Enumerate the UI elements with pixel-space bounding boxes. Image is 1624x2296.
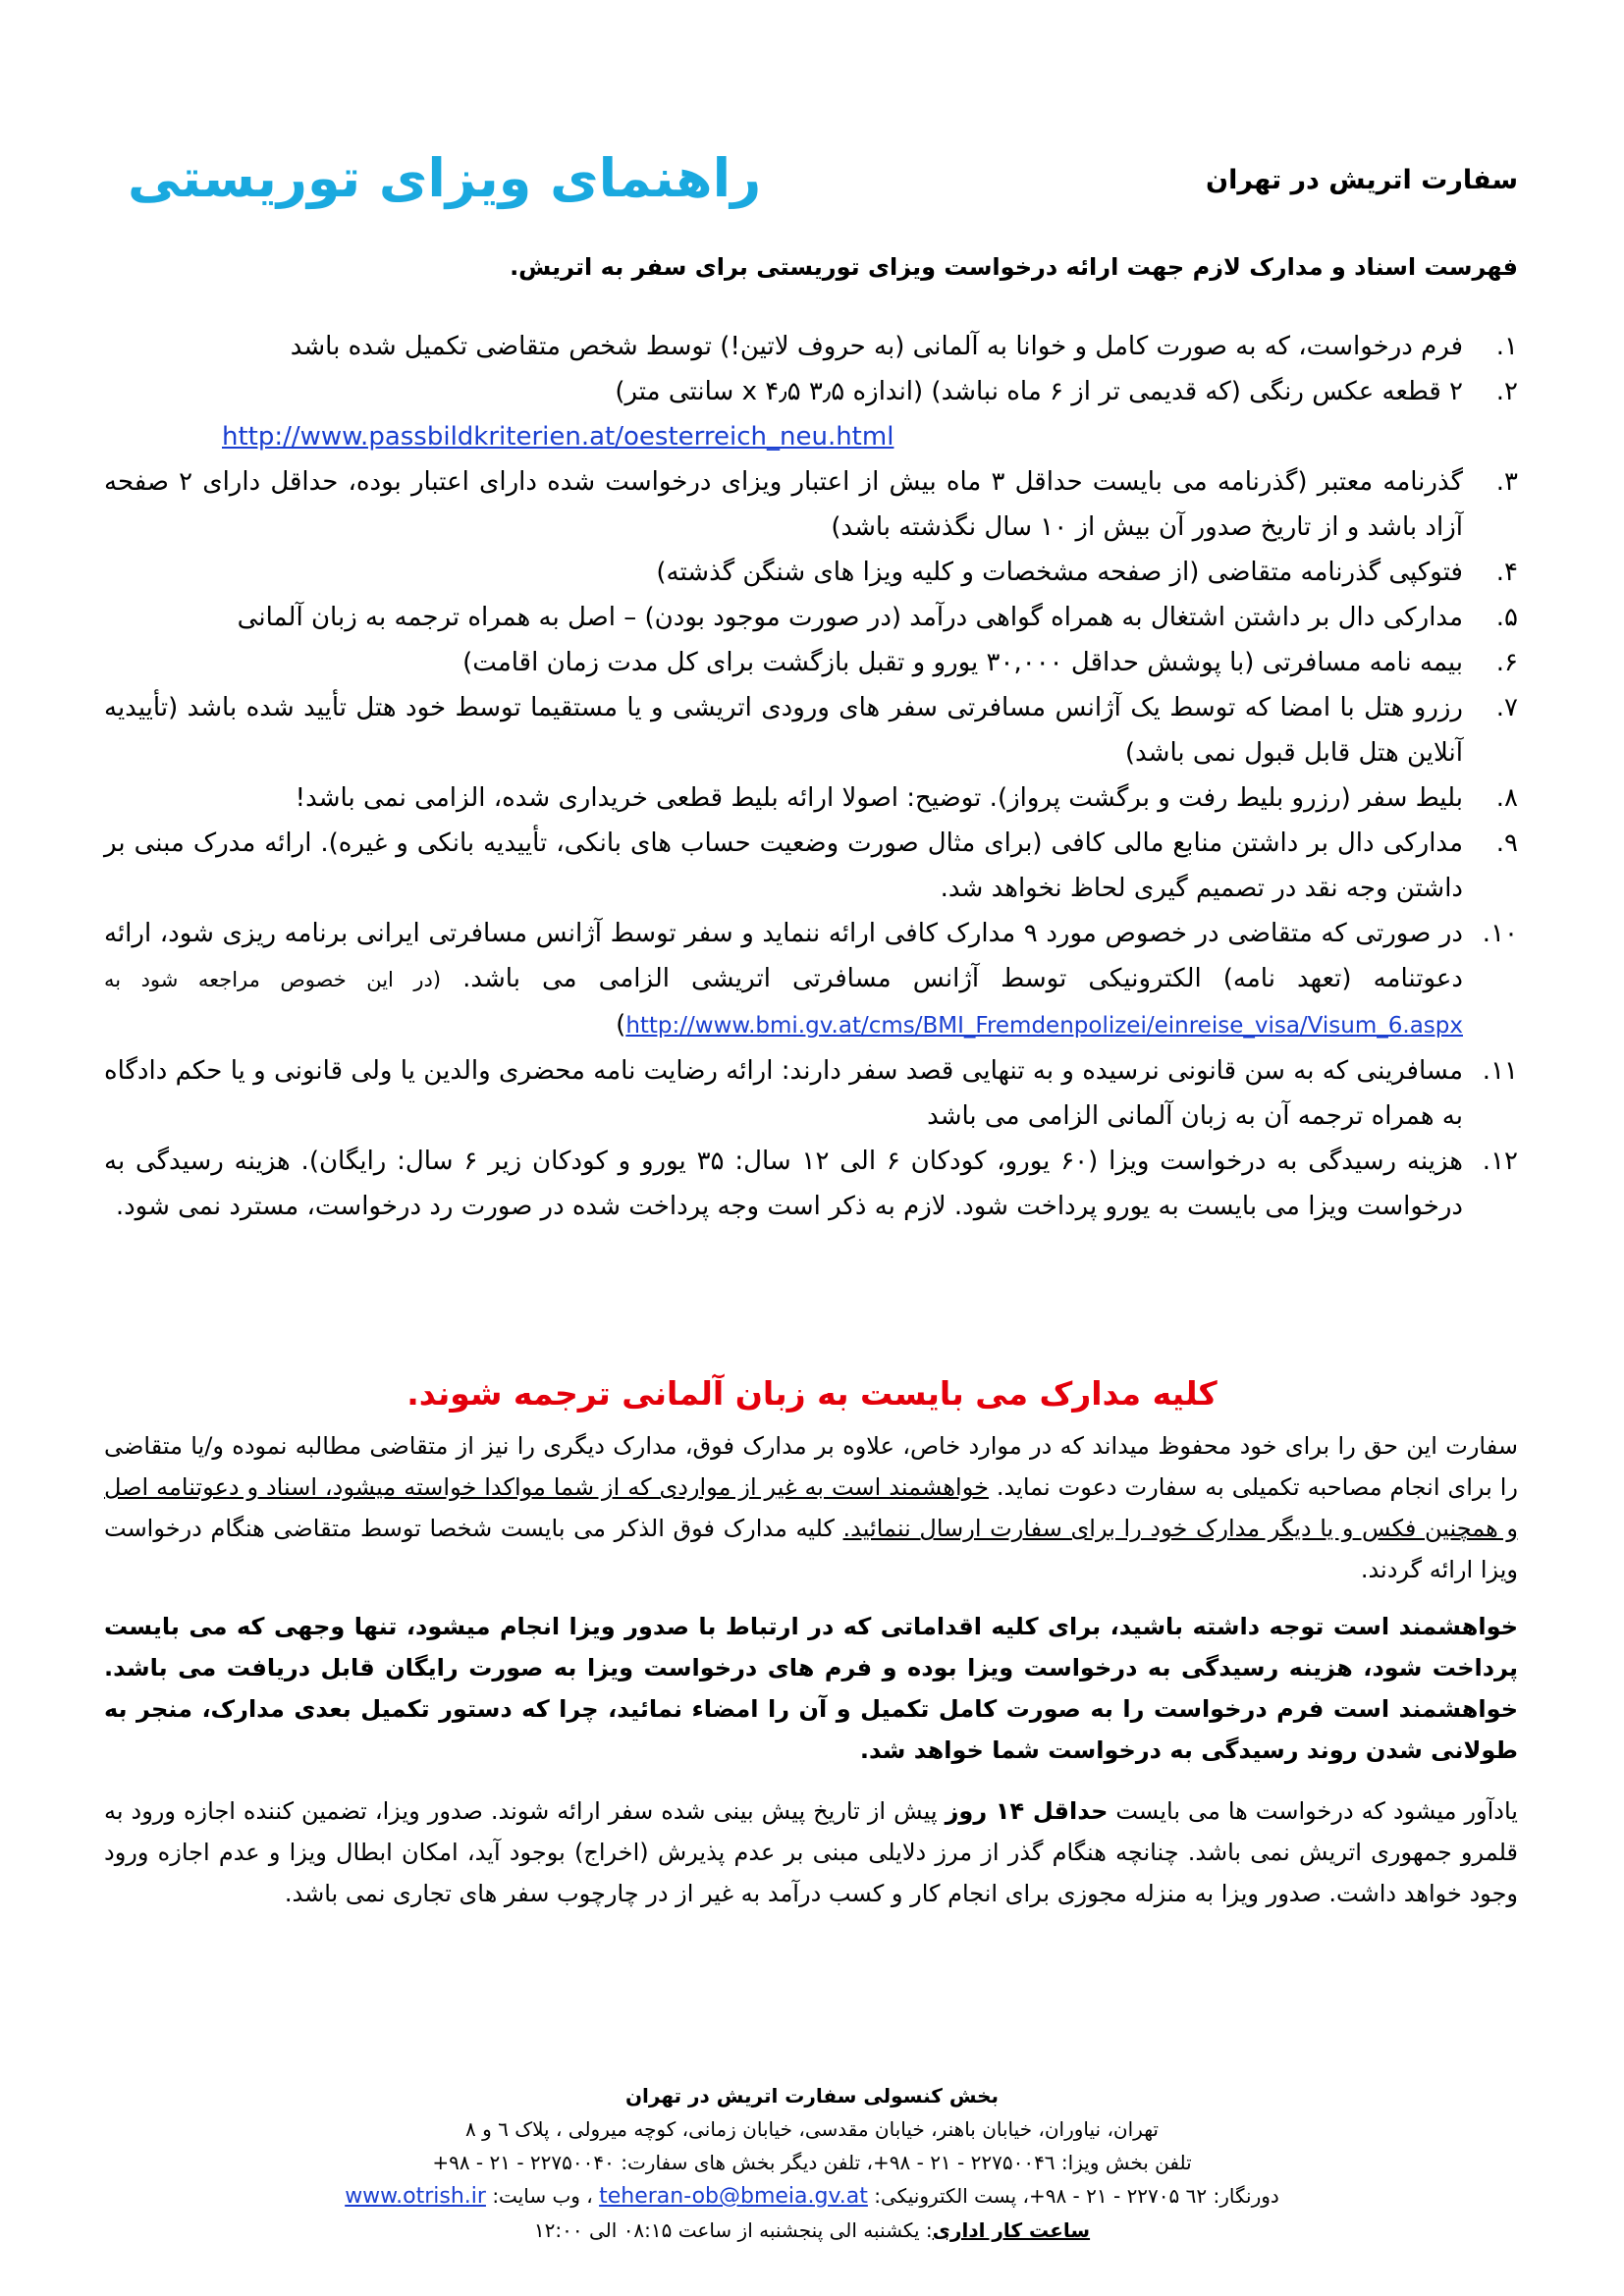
paragraph-underlined: خواهشمند است به غیر از مواردی که از شما مواکدا خواسته میشود، اسناد و دعوتنامه اصل و همچنین فکس و یا دیگر مدارک خود را برای سفارت ارسال ننمائید. (104, 1473, 1518, 1542)
paragraph-text: پیش از تاریخ پیش بینی شده سفر ارائه شوند. صدور ویزا، تضمین کننده اجازه ورود به قلمرو جمهوری اتریش نمی باشد. چنانچه هنگام گذر از مرز دلایلی مبنی بر عدم پذیرش (اخراج) بوجود آید، امکان ابطال ویزا و عدم اجازه ورود وجود خواهد داشت. صدور ویزا به منزله مجوزی برای انجام کار و کسب درآمد به غیر از در چارچوب سفر های تجاری نمی باشد. (104, 1797, 1518, 1907)
requirements-list (104, 324, 1518, 1229)
list-item (104, 685, 1518, 775)
item-text: رزرو هتل با امضا که توسط یک آژانس مسافرتی سفر های ورودی اتریشی و یا مستقیما توسط خود هتل تأیید شده باشد (تأییدیه آنلاین هتل قابل قبول نمی باشد) (104, 693, 1463, 768)
item-text: هزینه رسیدگی به درخواست ویزا (۶۰ یورو، کودکان ۶ الی ۱۲ سال: ۳۵ یورو و کودکان زیر ۶ سال: رایگان). هزینه رسیدگی به درخواست ویزا می بایست به یورو پرداخت شود. لازم به ذکر است وجه پرداخت شده در صورت رد درخواست، مسترد نمی شود. (104, 1147, 1463, 1221)
list-item (104, 369, 1518, 459)
list-item (104, 324, 1518, 369)
list-item (104, 550, 1518, 595)
intro-heading: فهرست اسناد و مدارک لازم جهت ارائه درخواست ویزای توریستی برای سفر به اتریش. (510, 253, 1518, 281)
footer-phones: تلفن بخش ویزا: ۲۲۷۵۰۰۴٦ - ۲۱ - ۹۸+، تلفن دیگر بخش های سفارت: ۲۲۷۵۰۰۴۰ - ۲۱ - ۹۸+ (432, 2151, 1192, 2174)
website-label: ، وب سایت: (492, 2184, 593, 2208)
footer-hours (0, 2214, 1624, 2247)
item-number: ۶. (1495, 648, 1518, 677)
item-number: ۱۲. (1482, 1147, 1518, 1176)
hours-text: : یکشنبه الی پنجشنبه از ساعت ۰۸:۱۵ الی ۱۲:۰۰ (533, 2218, 933, 2242)
item-text: مسافرینی که به سن قانونی نرسیده و به تنهایی قصد سفر دارند: ارائه رضایت نامه محضری والدین یا ولی قانونی و یا حکم دادگاه به همراه ترجمه آن به زبان آلمانی الزامی می باشد (104, 1056, 1463, 1131)
bmi-visa-link[interactable]: http://www.bmi.gv.at/cms/BMI_Fremdenpolizei/einreise_visa/Visum_6.aspx (625, 1013, 1463, 1039)
item-text: فتوکپی گذرنامه متقاضی (از صفحه مشخصات و کلیه ویزا های شنگن گذشته) (656, 558, 1463, 587)
page-title: راهنمای ویزای توریستی (128, 147, 762, 209)
item-number: ۸. (1495, 783, 1518, 813)
footer (0, 2079, 1624, 2247)
item-text: بلیط سفر (رزرو بلیط رفت و برگشت پرواز). توضیح: اصولا ارائه بلیط قطعی خریداری شده، الزامی نمی باشد! (295, 783, 1463, 813)
list-item (104, 640, 1518, 685)
footer-heading: بخش کنسولی سفارت اتریش در تهران (624, 2084, 1000, 2108)
paragraph-text: کلیه مدارک فوق الذکر می بایست شخصا توسط متقاضی هنگام درخواست ویزا ارائه گردند. (104, 1515, 1518, 1583)
fax-label: دورنگار: ٦٢ ۲۲۷۰۵ - ۲۱ - ۹۸+، پست الکترونیکی: (874, 2184, 1279, 2208)
item-text: ۲ قطعه عکس رنگی (که قدیمی تر از ۶ ماه نباشد) (اندازه ۳٫۵ x ۴٫۵ سانتی متر) (615, 377, 1463, 406)
website-link[interactable]: www.otrish.ir (345, 2184, 486, 2209)
embassy-heading: سفارت اتریش در تهران (1206, 165, 1518, 195)
footer-address: تهران، نیاوران، خیابان باهنر، خیابان مقدسی، خیابان زمانی، کوچه میرولی ، پلاک ٦ و ٨ (464, 2117, 1159, 2141)
email-link[interactable]: teheran-ob@bmeia.gv.at (599, 2184, 868, 2209)
item-text: مدارکی دال بر داشتن منابع مالی کافی (برای مثال صورت وضعیت حساب های بانکی، تأییدیه بانکی و غیره). ارائه مدرک مبنی بر داشتن وجه نقد در تصمیم گیری لحاظ نخواهد شد. (104, 828, 1463, 903)
item-number: ۱۰. (1482, 919, 1518, 948)
item-number: ۷. (1495, 693, 1518, 722)
item-text: فرم درخواست، که به صورت کامل و خوانا به آلمانی (به حروف لاتین!) توسط شخص متقاضی تکمیل شده باشد (290, 332, 1463, 361)
item-note: (در این خصوص مراجعه شود به (104, 968, 442, 991)
paragraph-text: سفارت این حق را برای خود محفوظ میداند که در موارد خاص، علاوه بر مدارک فوق، مدارک دیگری را نیز از متقاضی مطالبه نموده و/یا متقاضی را برای انجام مصاحبه تکمیلی به سفارت دعوت نماید. (104, 1432, 1519, 1501)
translation-notice: کلیه مدارک می بایست به زبان آلمانی ترجمه شوند. (406, 1374, 1218, 1413)
list-item (104, 1048, 1518, 1139)
footer-contact (0, 2179, 1624, 2214)
item-number: ۴. (1495, 558, 1518, 587)
embassy-rights-paragraph (104, 1425, 1518, 1590)
list-item (104, 821, 1518, 911)
item-text: بیمه نامه مسافرتی (با پوشش حداقل ۳۰,۰۰۰ یورو و تقبل بازگشت برای کل مدت زمان اقامت) (462, 648, 1463, 677)
list-item: ۱۰. در صورتی که متقاضی در خصوص مورد ۹ مدارک کافی ارائه ننماید و سفر توسط آژانس مسافرتی ایرانی برنامه ریزی شود، ارائه دعوتنامه (تعهد نامه) الکترونیکی توسط آژانس مسافرتی اتریشی الزامی می باشد. (در این خصوص مراجعه شود به http://www.bmi.gv.at/cms/BMI_Fremdenpolizei/einreise_visa/Visum_6.aspx) (104, 911, 1518, 1048)
item-number: ۳. (1495, 467, 1518, 497)
timing-paragraph (104, 1790, 1518, 1914)
paragraph-text: یادآور میشود که درخواست ها می بایست (1115, 1797, 1518, 1825)
list-item (104, 775, 1518, 821)
fee-notice-paragraph: خواهشمند است توجه داشته باشید، برای کلیه اقداماتی که در ارتباط با صدور ویزا انجام میشود، تنها وجهی که می بایست پرداخت شود، هزینه رسیدگی به درخواست ویزا بوده و فرم های درخواست ویزا به صورت رایگان قابل دریافت می باشد. خواهشمند است فرم درخواست را به صورت کامل تکمیل و آن را امضاء نمائید، چرا که دستور تکمیل بعدی مدارک، منجر به طولانی شدن روند رسیدگی به درخواست شما خواهد شد. (104, 1613, 1518, 1764)
hours-label: ساعت کار اداری (932, 2218, 1091, 2242)
list-item (104, 595, 1518, 640)
item-number: ۹. (1495, 828, 1518, 858)
item-text: مدارکی دال بر داشتن اشتغال به همراه گواهی درآمد (در صورت موجود بودن) – اصل به همراه ترجمه به زبان آلمانی (237, 603, 1463, 632)
item-number: ۱۱. (1482, 1056, 1518, 1086)
item-text: گذرنامه معتبر (گذرنامه می بایست حداقل ۳ ماه بیش از اعتبار ویزای درخواست شده دارای اعتبار بوده، حداقل دارای ۲ صفحه آزاد باشد و از تاریخ صدور آن بیش از ۱۰ سال نگذشته باشد) (104, 467, 1463, 542)
photo-criteria-link[interactable]: http://www.passbildkriterien.at/oesterreich_neu.html (222, 422, 894, 452)
item-number: ۵. (1495, 603, 1518, 632)
list-item (104, 459, 1518, 550)
paragraph-bold: حداقل ۱۴ روز (945, 1797, 1109, 1825)
list-item (104, 1139, 1518, 1229)
item-number: ۱. (1495, 332, 1518, 361)
item-text: در صورتی که متقاضی در خصوص مورد ۹ مدارک کافی ارائه ننماید و سفر توسط آژانس مسافرتی ایرانی برنامه ریزی شود، ارائه دعوتنامه (تعهد نامه) الکترونیکی توسط آژانس مسافرتی اتریشی الزامی می باشد. (104, 919, 1463, 993)
item-number: ۲. (1495, 377, 1518, 406)
